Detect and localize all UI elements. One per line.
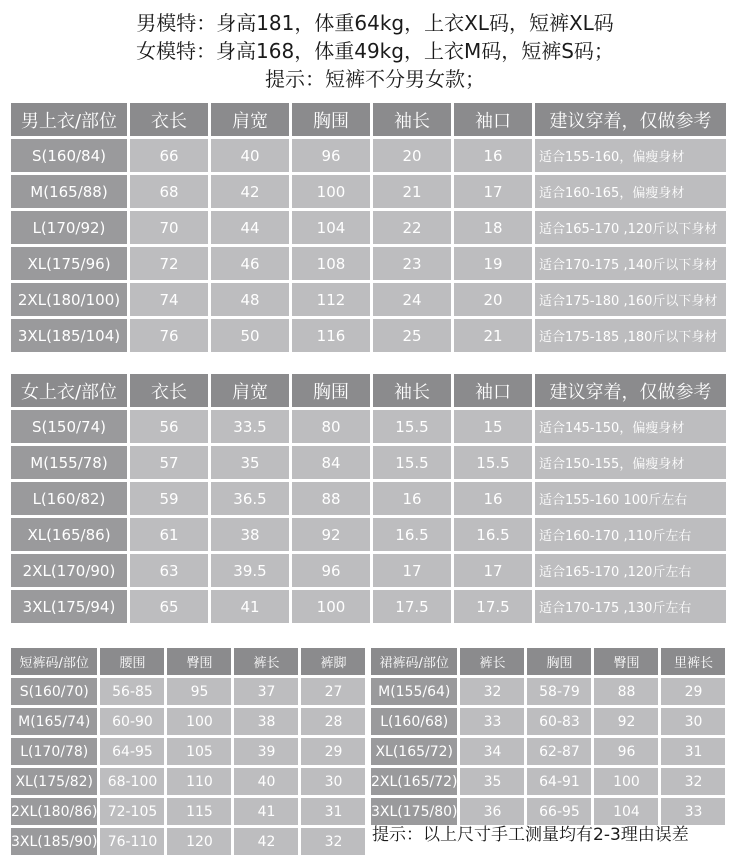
measure-cell: 74 [130, 283, 208, 316]
measure-cell: 100 [292, 590, 370, 623]
fit-note: 适合160-170 ,110斤左右 [535, 518, 726, 551]
measure-cell: 100 [594, 768, 658, 795]
measure-cell: 50 [211, 319, 289, 352]
size-label: S(160/70) [11, 678, 97, 705]
column-header: 裤脚 [301, 648, 365, 675]
size-label: 3XL(185/90) [11, 828, 97, 855]
measure-cell: 88 [292, 482, 370, 515]
measure-cell: 105 [167, 738, 231, 765]
size-label: 2XL(165/72) [371, 768, 457, 795]
measure-cell: 32 [301, 828, 365, 855]
size-label: XL(175/96) [11, 247, 127, 280]
measure-cell: 56-85 [100, 678, 164, 705]
measure-cell: 16 [454, 482, 532, 515]
measure-cell: 19 [454, 247, 532, 280]
measure-cell: 15.5 [373, 446, 451, 479]
measure-cell: 92 [292, 518, 370, 551]
measure-cell: 16 [373, 482, 451, 515]
table-row [11, 446, 726, 479]
measure-cell: 15.5 [373, 410, 451, 443]
measure-cell: 17.5 [454, 590, 532, 623]
measure-cell: 64-91 [527, 768, 591, 795]
measure-cell: 104 [594, 798, 658, 825]
fit-note: 适合155-160，偏瘦身材 [535, 139, 726, 172]
column-header: 女上衣/部位 [11, 374, 127, 407]
size-label: M(155/64) [371, 678, 457, 705]
table-row [11, 319, 726, 352]
measure-cell: 21 [373, 175, 451, 208]
measure-cell: 72 [130, 247, 208, 280]
women-top-size-table [8, 371, 729, 626]
measure-cell: 33 [661, 798, 725, 825]
measure-cell: 17 [454, 554, 532, 587]
measure-cell: 116 [292, 319, 370, 352]
measure-cell: 28 [301, 708, 365, 735]
measure-cell: 88 [594, 678, 658, 705]
measure-cell: 57 [130, 446, 208, 479]
column-header: 建议穿着，仅做参考 [535, 374, 726, 407]
measure-cell: 46 [211, 247, 289, 280]
size-label: M(155/78) [11, 446, 127, 479]
measure-cell: 31 [661, 738, 725, 765]
measure-cell: 27 [301, 678, 365, 705]
measure-cell: 25 [373, 319, 451, 352]
measure-cell: 41 [234, 798, 298, 825]
size-label: 3XL(175/80) [371, 798, 457, 825]
fit-note: 适合160-165，偏瘦身材 [535, 175, 726, 208]
measure-cell: 63 [130, 554, 208, 587]
measure-cell: 65 [130, 590, 208, 623]
measure-cell: 17 [373, 554, 451, 587]
table-row [11, 708, 365, 735]
measure-cell: 96 [292, 554, 370, 587]
measure-cell: 17 [454, 175, 532, 208]
column-header: 袖口 [454, 374, 532, 407]
measure-cell: 62-87 [527, 738, 591, 765]
measure-cell: 31 [301, 798, 365, 825]
size-label: M(165/74) [11, 708, 97, 735]
size-label: M(165/88) [11, 175, 127, 208]
measure-cell: 18 [454, 211, 532, 244]
measure-cell: 21 [454, 319, 532, 352]
measure-cell: 66 [130, 139, 208, 172]
column-header: 胸围 [527, 648, 591, 675]
size-label: S(150/74) [11, 410, 127, 443]
measure-cell: 68-100 [100, 768, 164, 795]
measure-cell: 58-79 [527, 678, 591, 705]
table-row [11, 738, 365, 765]
table-row [11, 139, 726, 172]
male-model-info: 男模特：身高181，体重64kg，上衣XL码，短裤XL码 [136, 11, 614, 35]
column-header: 臀围 [594, 648, 658, 675]
men-top-size-table [8, 100, 729, 355]
measure-cell: 30 [301, 768, 365, 795]
table-row [11, 175, 726, 208]
table-row [11, 518, 726, 551]
size-label: XL(165/86) [11, 518, 127, 551]
female-model-info: 女模特：身高168，体重49kg，上衣M码，短裤S码； [136, 39, 614, 63]
table-row [11, 678, 365, 705]
measurement-tip: 提示：以上尺寸手工测量均有2-3理由误差 [372, 825, 689, 845]
measure-cell: 35 [211, 446, 289, 479]
measure-cell: 32 [661, 768, 725, 795]
measure-cell: 16.5 [454, 518, 532, 551]
measure-cell: 76-110 [100, 828, 164, 855]
table-row [11, 482, 726, 515]
measure-cell: 59 [130, 482, 208, 515]
table-row [11, 247, 726, 280]
column-header: 衣长 [130, 103, 208, 136]
column-header: 裤长 [234, 648, 298, 675]
measure-cell: 30 [661, 708, 725, 735]
measure-cell: 100 [167, 708, 231, 735]
measure-cell: 108 [292, 247, 370, 280]
measure-cell: 64-95 [100, 738, 164, 765]
measure-cell: 48 [211, 283, 289, 316]
measure-cell: 39.5 [211, 554, 289, 587]
measure-cell: 68 [130, 175, 208, 208]
header-row [11, 103, 726, 136]
fit-note: 适合155-160 100斤左右 [535, 482, 726, 515]
measure-cell: 29 [301, 738, 365, 765]
size-label: L(160/68) [371, 708, 457, 735]
measure-cell: 84 [292, 446, 370, 479]
size-label: S(160/84) [11, 139, 127, 172]
fit-note: 适合175-185 ,180斤以下身材 [535, 319, 726, 352]
measure-cell: 70 [130, 211, 208, 244]
size-label: 3XL(185/104) [11, 319, 127, 352]
column-header: 胸围 [292, 103, 370, 136]
measure-cell: 33.5 [211, 410, 289, 443]
measure-cell: 72-105 [100, 798, 164, 825]
skirt-pants-size-table [368, 645, 728, 828]
measure-cell: 16 [454, 139, 532, 172]
measure-cell: 35 [460, 768, 524, 795]
size-label: 3XL(175/94) [11, 590, 127, 623]
column-header: 里裤长 [661, 648, 725, 675]
measure-cell: 42 [211, 175, 289, 208]
column-header: 臀围 [167, 648, 231, 675]
measure-cell: 20 [454, 283, 532, 316]
table-row [11, 554, 726, 587]
measure-cell: 41 [211, 590, 289, 623]
measure-cell: 36.5 [211, 482, 289, 515]
measure-cell: 39 [234, 738, 298, 765]
measure-cell: 112 [292, 283, 370, 316]
fit-note: 适合165-170 ,120斤以下身材 [535, 211, 726, 244]
measure-cell: 37 [234, 678, 298, 705]
measure-cell: 110 [167, 768, 231, 795]
measure-cell: 38 [211, 518, 289, 551]
measure-cell: 60-90 [100, 708, 164, 735]
table-row [371, 678, 725, 705]
size-label: L(170/92) [11, 211, 127, 244]
measure-cell: 36 [460, 798, 524, 825]
size-label: XL(165/72) [371, 738, 457, 765]
header-row [371, 648, 725, 675]
size-label: 2XL(180/100) [11, 283, 127, 316]
column-header: 腰围 [100, 648, 164, 675]
measure-cell: 17.5 [373, 590, 451, 623]
measure-cell: 60-83 [527, 708, 591, 735]
fit-note: 适合170-175 ,140斤以下身材 [535, 247, 726, 280]
measure-cell: 38 [234, 708, 298, 735]
header-row [11, 648, 365, 675]
table-row [11, 590, 726, 623]
fit-note: 适合165-170 ,120斤左右 [535, 554, 726, 587]
measure-cell: 120 [167, 828, 231, 855]
measure-cell: 115 [167, 798, 231, 825]
measure-cell: 104 [292, 211, 370, 244]
table-row [11, 798, 365, 825]
column-header: 裙裤码/部位 [371, 648, 457, 675]
measure-cell: 22 [373, 211, 451, 244]
measure-cell: 96 [292, 139, 370, 172]
measure-cell: 80 [292, 410, 370, 443]
measure-cell: 24 [373, 283, 451, 316]
shorts-tip: 提示：短裤不分男女款； [265, 67, 485, 91]
measure-cell: 56 [130, 410, 208, 443]
fit-note: 适合170-175 ,130斤左右 [535, 590, 726, 623]
column-header: 袖口 [454, 103, 532, 136]
header-row [11, 374, 726, 407]
measure-cell: 40 [234, 768, 298, 795]
fit-note: 适合150-155，偏瘦身材 [535, 446, 726, 479]
measure-cell: 96 [594, 738, 658, 765]
measure-cell: 66-95 [527, 798, 591, 825]
column-header: 裤长 [460, 648, 524, 675]
measure-cell: 29 [661, 678, 725, 705]
table-row [11, 283, 726, 316]
table-row [371, 738, 725, 765]
measure-cell: 42 [234, 828, 298, 855]
size-label: XL(175/82) [11, 768, 97, 795]
measure-cell: 33 [460, 708, 524, 735]
shorts-size-table [8, 645, 368, 858]
size-label: L(170/78) [11, 738, 97, 765]
measure-cell: 20 [373, 139, 451, 172]
measure-cell: 92 [594, 708, 658, 735]
table-row [11, 828, 365, 855]
table-row [371, 768, 725, 795]
measure-cell: 44 [211, 211, 289, 244]
fit-note: 适合145-150，偏瘦身材 [535, 410, 726, 443]
column-header: 男上衣/部位 [11, 103, 127, 136]
size-label: L(160/82) [11, 482, 127, 515]
measure-cell: 61 [130, 518, 208, 551]
measure-cell: 76 [130, 319, 208, 352]
size-label: 2XL(170/90) [11, 554, 127, 587]
measure-cell: 15 [454, 410, 532, 443]
column-header: 衣长 [130, 374, 208, 407]
column-header: 袖长 [373, 103, 451, 136]
column-header: 建议穿着，仅做参考 [535, 103, 726, 136]
table-row [11, 410, 726, 443]
measure-cell: 15.5 [454, 446, 532, 479]
measure-cell: 100 [292, 175, 370, 208]
column-header: 短裤码/部位 [11, 648, 97, 675]
measure-cell: 95 [167, 678, 231, 705]
measure-cell: 23 [373, 247, 451, 280]
column-header: 袖长 [373, 374, 451, 407]
table-row [371, 708, 725, 735]
size-label: 2XL(180/86) [11, 798, 97, 825]
column-header: 肩宽 [211, 374, 289, 407]
fit-note: 适合175-180 ,160斤以下身材 [535, 283, 726, 316]
column-header: 胸围 [292, 374, 370, 407]
table-row [11, 768, 365, 795]
measure-cell: 16.5 [373, 518, 451, 551]
column-header: 肩宽 [211, 103, 289, 136]
measure-cell: 40 [211, 139, 289, 172]
table-row [11, 211, 726, 244]
measure-cell: 32 [460, 678, 524, 705]
measure-cell: 34 [460, 738, 524, 765]
